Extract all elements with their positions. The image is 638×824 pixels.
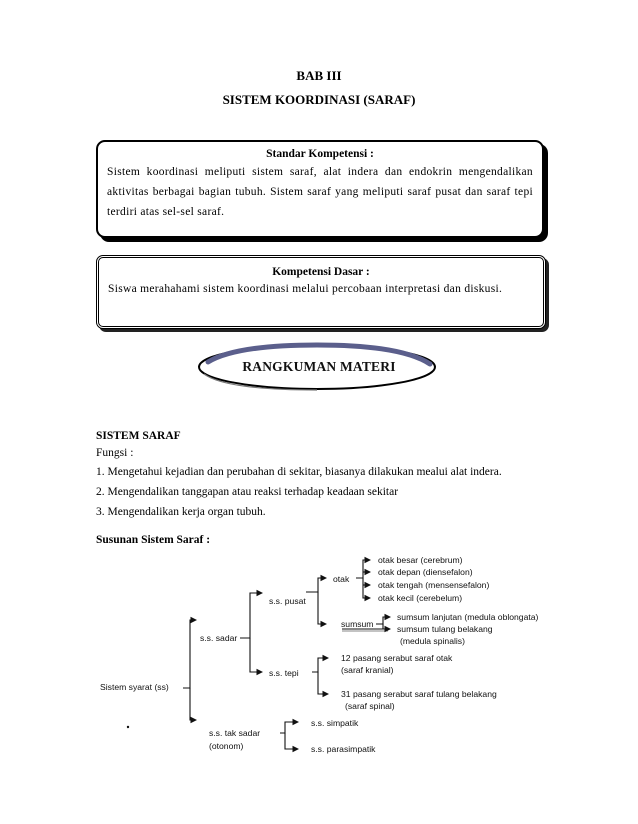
summary-banner-label: RANGKUMAN MATERI: [242, 359, 396, 374]
diagram-sumsum-lanjutan: sumsum lanjutan (medula oblongata): [397, 612, 539, 622]
diagram-ss-tepi: s.s. tepi: [269, 668, 299, 678]
fungsi-label: Fungsi :: [96, 447, 134, 459]
chapter-label: BAB III: [296, 68, 342, 83]
diagram-sumsum-tulang: sumsum tulang belakang: [397, 624, 493, 634]
fungsi-item: 2. Mengendalikan tanggapan atau reaksi terhadap keadaan sekitar: [96, 486, 399, 498]
diagram-medula-spinalis: (medula spinalis): [400, 636, 465, 646]
fungsi-list: [96, 462, 502, 522]
kompetensi-dasar-heading: Kompetensi Dasar :: [272, 266, 370, 278]
fungsi-item: 3. Mengendalikan kerja organ tubuh.: [96, 506, 266, 518]
diagram-ss-tak-sadar: s.s. tak sadar: [209, 728, 261, 738]
diagram-saraf-spinal: (saraf spinal): [345, 701, 395, 711]
standar-kompetensi-box: [96, 140, 544, 238]
fungsi-item: 1. Mengetahui kejadian dan perubahan di sekitar, biasanya dilakukan mealui alat indera.: [96, 466, 502, 478]
kompetensi-dasar-text: Siswa merahahami sistem koordinasi melalui percobaan interpretasi dan diskusi.: [108, 283, 503, 295]
diagram-otak-depan: otak depan (diensefalon): [378, 567, 473, 577]
susunan-label: Susunan Sistem Saraf :: [96, 534, 211, 546]
diagram-root: Sistem syarat (ss): [100, 682, 169, 692]
kompetensi-dasar-box: [96, 255, 546, 329]
diagram-otak-kecil: otak kecil (cerebelum): [378, 593, 463, 603]
nervous-system-diagram: [0, 540, 638, 780]
diagram-otak-besar: otak besar (cerebrum): [378, 555, 463, 565]
diagram-sumsum: sumsum: [341, 619, 374, 629]
diagram-otak: otak: [333, 574, 350, 584]
standar-kompetensi-text: Sistem koordinasi meliputi sistem saraf, alat indera dan endokrin mengendalikan aktivitas berbagai bagian tubuh. Sistem saraf yang meliputi saraf pusat dan saraf tepi terdiri atas sel-sel saraf.: [107, 166, 533, 218]
diagram-otak-tengah: otak tengah (mensensefalon): [378, 580, 490, 590]
diagram-saraf-kranial: (saraf kranial): [341, 665, 394, 675]
diagram-ss-pusat: s.s. pusat: [269, 596, 306, 606]
diagram-ss-sadar: s.s. sadar: [200, 633, 238, 643]
diagram-saraf-tulang: 31 pasang serabut saraf tulang belakang: [341, 689, 497, 699]
diagram-parasimpatik: s.s. parasimpatik: [311, 744, 376, 754]
standar-kompetensi-heading: Standar Kompetensi :: [266, 148, 374, 160]
chapter-title: SISTEM KOORDINASI (SARAF): [222, 92, 416, 107]
diagram-saraf-otak: 12 pasang serabut saraf otak: [341, 653, 453, 663]
diagram-simpatik: s.s. simpatik: [311, 718, 359, 728]
section-heading: SISTEM SARAF: [96, 430, 181, 442]
diagram-otonom: (otonom): [209, 741, 244, 751]
